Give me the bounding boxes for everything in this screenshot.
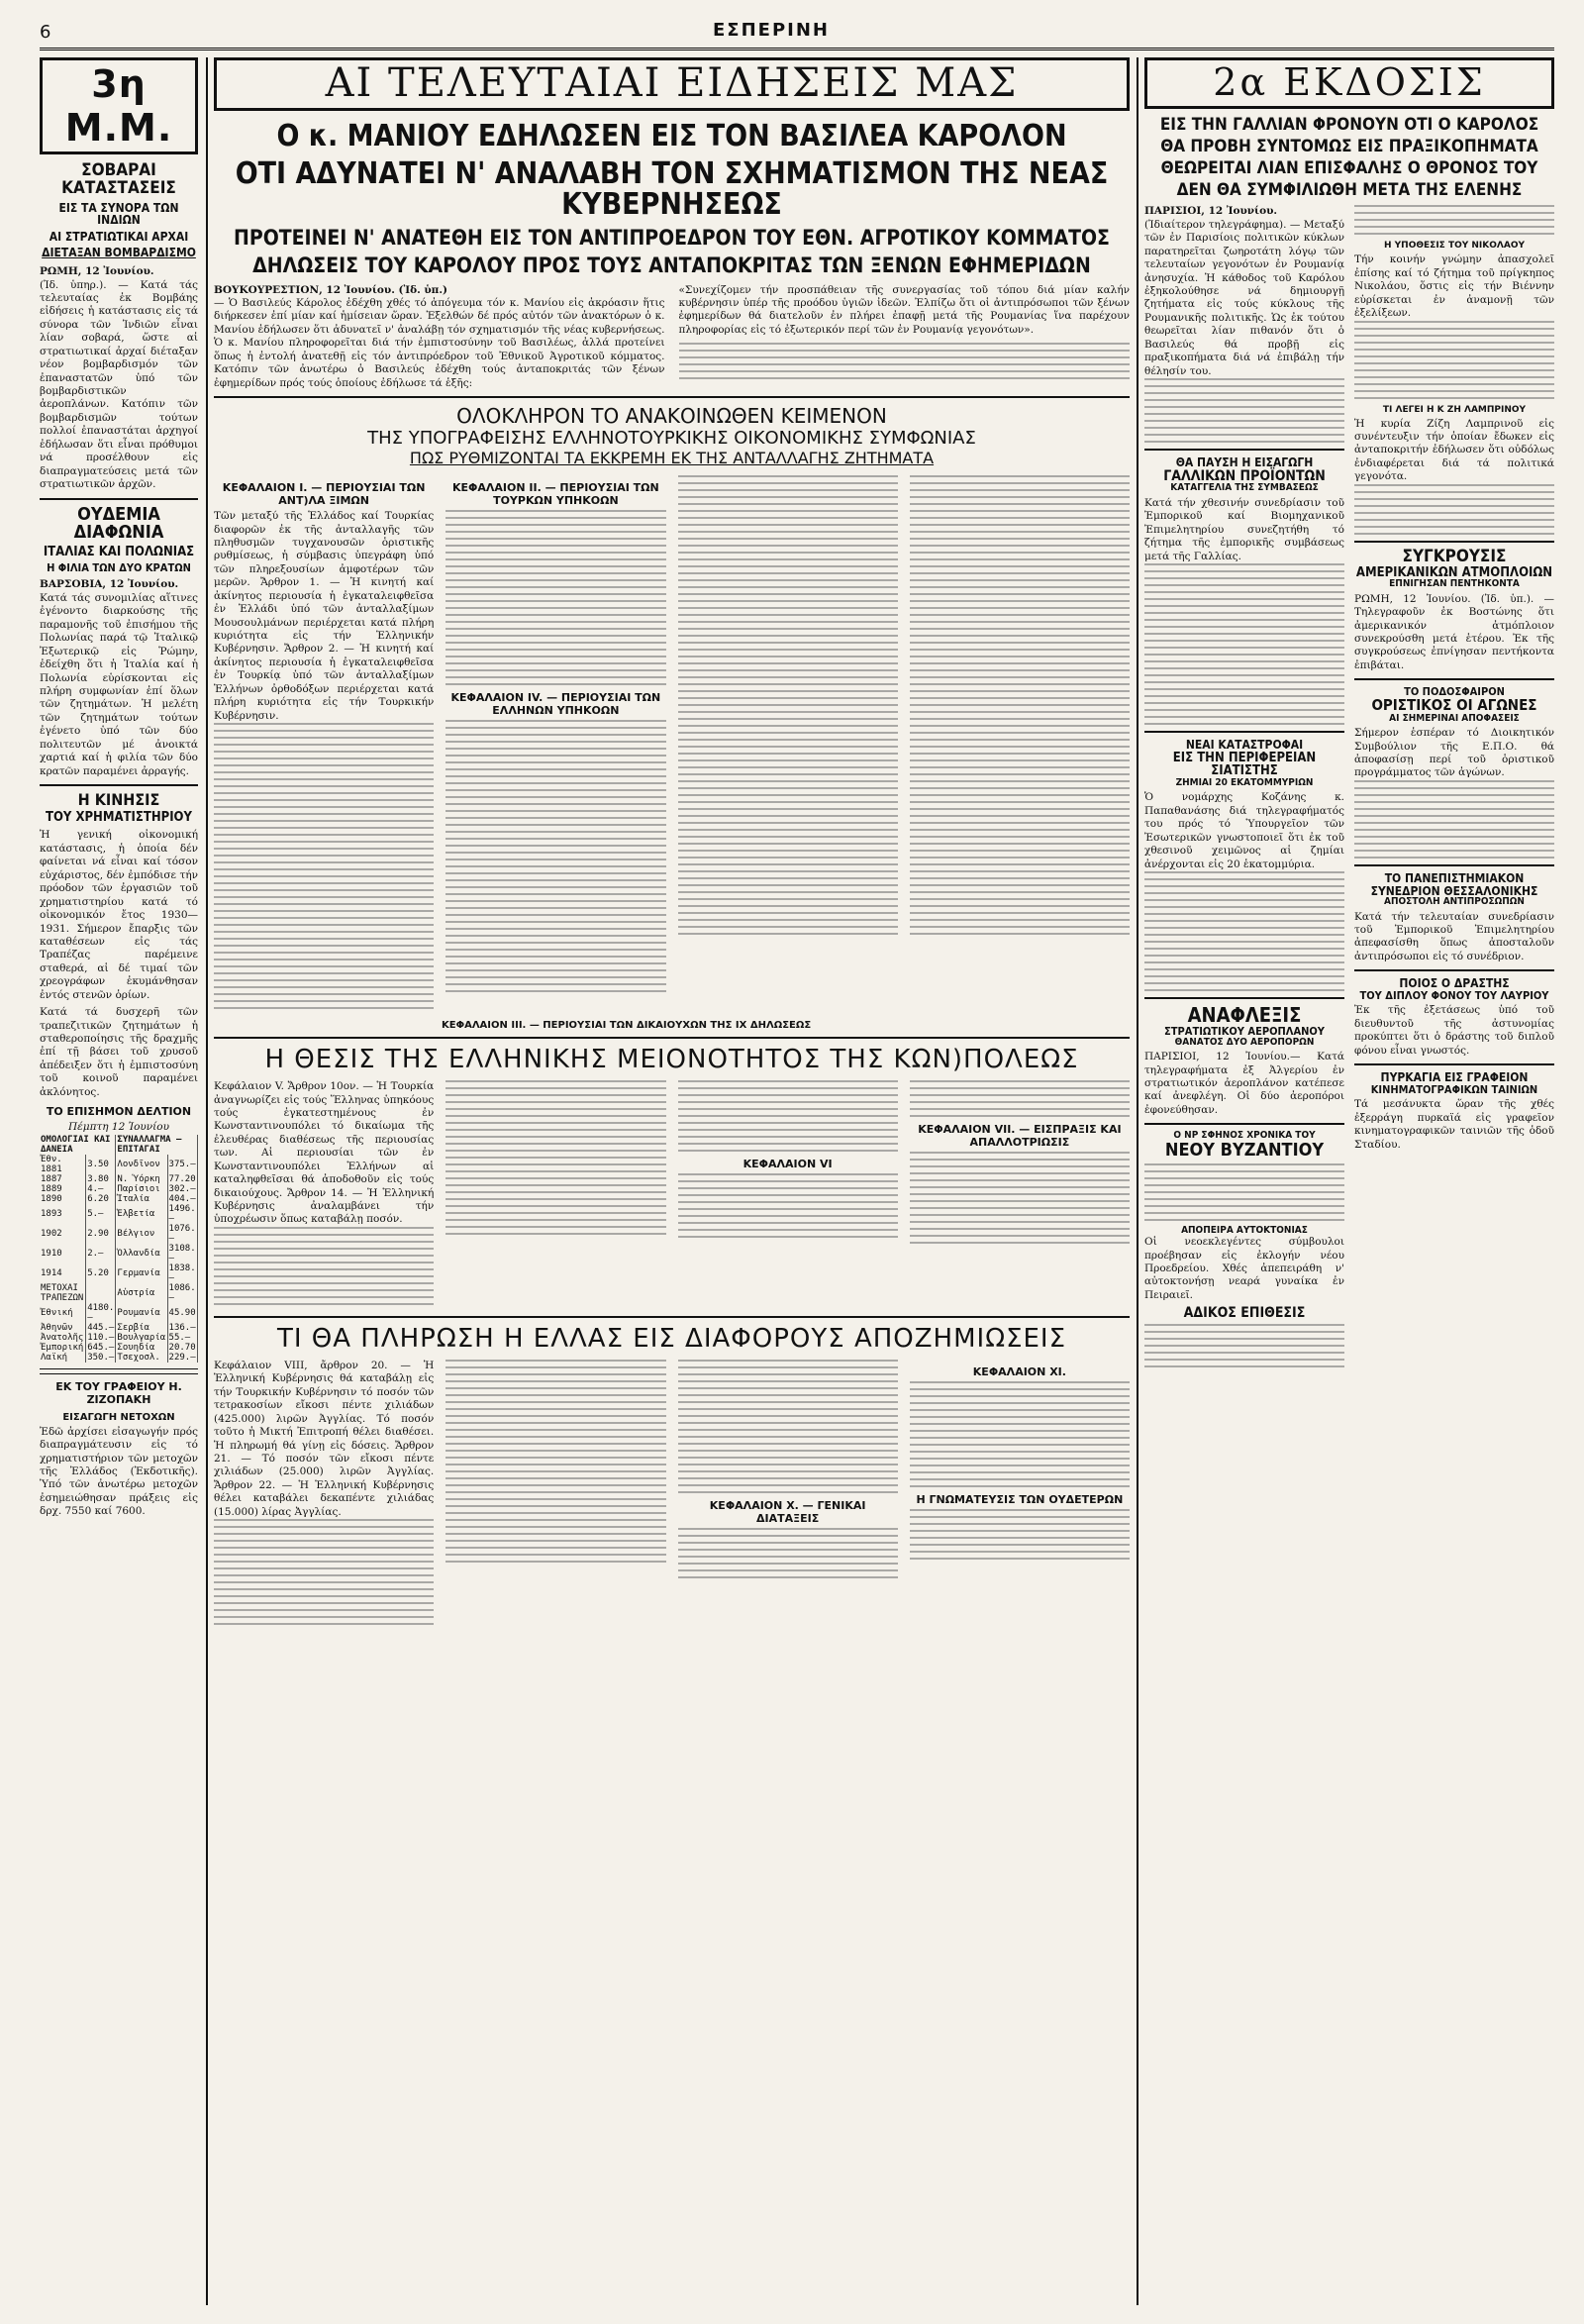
rates-cell: Ν. Ὑόρκη (116, 1174, 167, 1184)
neutrals-opinion: Η ΓΝΩΜΑΤΕΥΣΙΣ ΤΩΝ ΟΥΔΕΤΕΡΩΝ (916, 1492, 1124, 1506)
agreement-text-1: Τῶν μεταξύ τῆς Ἑλλάδος καί Τουρκίας διαφορῶν ἐκ τῆς ἀνταλλαγῆς τῶν πληθυσμῶν τυγχανουσῶν ὁριστικῆς ρυθμίσεως, ἡ σύμβασις ὑπεγράφη ὑπό τῶν πληρεξουσίων ἀμφοτέρων τῶν μερῶν. Ἄρθρον 1. — Ἡ κινητή καί ἀκίνητος περιουσία ἡ ἐγκαταλειφθεῖσα ἐν Ἑλλάδι ὑπό τῶν ἀνταλλαξίμων Μουσουλμάνων περιέρχεται κατά πλήρη κυριότητα εἰς τήν Ἑλληνικήν Κυβέρνησιν. Ἄρθρον 2. — Ἡ κινητή καί ἀκίνητος περιουσία ἡ ἐγκαταλειφθεῖσα ἐν Τουρκίᾳ ὑπό τῶν ἀνταλλαξίμων Ἑλλήνων ὀρθοδόξων περιέρχεται κατά πλήρη κυριότητα εἰς τήν Τουρκικήν Κυβέρνησιν. (214, 510, 435, 722)
divider (1144, 997, 1344, 999)
notice-subtitle: ΕΙΣΑΓΩΓΗ ΝΕΤΟΧΩΝ (62, 1411, 175, 1423)
chapter-4: ΚΕΦΑΛΑΙΟΝ IV. — ΠΕΡΙΟΥΣΙΑΙ ΤΩΝ ΕΛΛΗΝΩΝ ΥΠΗΚΟΩΝ (450, 691, 661, 718)
divider (1144, 731, 1344, 733)
minority-story (214, 1080, 1130, 1310)
left-headline-5: ΟΥΔΕΜΙΑ ΔΙΑΦΩΝΙΑ (73, 503, 164, 544)
rates-cell: 110.— (87, 1332, 115, 1343)
rates-cell: 645.— (87, 1342, 115, 1353)
rates-cell: 1496.— (168, 1203, 196, 1224)
rates-cell: 136.— (168, 1322, 196, 1333)
fire-headline-2: ΣΤΡΑΤΙΩΤΙΚΟΥ ΑΕΡΟΠΛΑΝΟΥ (1164, 1025, 1325, 1039)
rates-cell: Ἰταλία (116, 1194, 167, 1204)
nikolaos-story: Τήν κοινήν γνώμην ἀπασχολεῖ ἐπίσης καί τό ζήτημα τοῦ πρίγκηπος Νικολάου, ὅστις εἰς τήν Βιέννην εὑρίσκεται ἐν ἀναμονῇ τῶν ἐξελίξεων. (1354, 253, 1554, 320)
divider (214, 1037, 1130, 1039)
text-lines (679, 343, 1131, 379)
rates-cell: ΜΕΤΟΧΑΙ ΤΡΑΠΕΖΩΝ (40, 1283, 86, 1303)
rates-cell: 3.50 (86, 1155, 116, 1174)
text-lines (678, 1173, 898, 1238)
text-lines (910, 1381, 1130, 1487)
right-headline-3: ΘΕΩΡΕΙΤΑΙ ΛΙΑΝ ΕΠΙΣΦΑΛΗΣ Ο ΘΡΟΝΟΣ ΤΟΥ (1160, 157, 1538, 178)
rates-cell: 1086.— (168, 1282, 196, 1303)
payments-text: Κεφάλαιον VIII, ἄρθρον 20. — Ἡ Ἑλληνική Κυβέρνησις θά καταβάλῃ εἰς τήν Τουρκικήν Κυβέρνησιν τό ποσόν τῶν τετρακοσίων εἴκοσι πέντε χιλιάδων (425.000) λιρῶν Ἀγγλίας. Τό ποσόν τοῦτο ἡ Μικτή Ἐπιτροπή θέλει διαθέσει. Ἡ πληρωμή θά γίνῃ εἰς δόσεις. Ἄρθρον 21. — Τό ποσόν τῶν εἴκοσι πέντε χιλιάδων (25.000) λιρῶν Ἀγγλίας. Ἄρθρον 22. — Ἡ Ἑλληνική Κυβέρνησις θέλει καταβάλει δεκαπέντε χιλιάδας (15.000) λίρας Ἀγγλίας. (214, 1359, 435, 1518)
rates-cell: Ἐθνική (40, 1303, 86, 1323)
rates-cell: Βουλγαρία (117, 1332, 166, 1343)
rates-header-row (40, 1135, 198, 1155)
rates-cell: Ἑλβετία (116, 1204, 167, 1224)
chapter-11: ΚΕΦΑΛΑΙΟΝ XI. (972, 1364, 1066, 1378)
murder-story: Ἐκ τῆς ἐξετάσεως ὑπό τοῦ διευθυντοῦ τῆς ἀστυνομίας προκύπτει ὅτι ὁ δράστης τοῦ διπλοῦ φόνου εἶναι γνωστός. (1354, 1004, 1554, 1057)
chapter-1: ΚΕΦΑΛΑΙΟΝ Ι. — ΠΕΡΙΟΥΣΙΑΙ ΤΩΝ ΑΝΤ)ΛΑ ΞΙΜΩΝ (222, 481, 426, 508)
congress-story: Κατά τήν τελευταίαν συνεδρίασιν τοῦ Ἐμπορικοῦ Ἐπιμελητηρίου ἀπεφασίσθη ὅπως ἀποσταλοῦν ἀντιπρόσωποι εἰς τό συνέδριον. (1354, 910, 1554, 962)
collision-headline-3: ΕΠΝΙΓΗΣΑΝ ΠΕΝΤΗΚΟΝΤΑ (1389, 578, 1520, 590)
right-box-title: 2α ΕΚΔΟΣΙΣ (1144, 57, 1554, 109)
left-story-4: Κατά τά δυσχερῆ τῶν τραπεζιτικῶν ζητημάτων ἡ σταθεροποίησις τῆς δραχμῆς ἐπί τῇ βάσει τοῦ χρυσοῦ ἀπέδειξεν ὅτι ἡ ἐμπιστοσύνη τοῦ κοινοῦ παραμένει ἀκλόνητος. (40, 1006, 198, 1098)
rates-cell: 77.20 (168, 1173, 196, 1184)
left-headline-9: ΤΟΥ ΧΡΗΜΑΤΙΣΤΗΡΙΟΥ (46, 809, 192, 825)
rates-date: Πέμπτη 12 Ἰουνίου (67, 1121, 170, 1134)
rates-cell: Αὐστρία (116, 1283, 167, 1303)
fire-story: ΠΑΡΙΣΙΟΙ, 12 Ἰουνίου.— Κατά τηλεγραφήματα ἐξ Ἀλγερίου ἐν στρατιωτικόν ἀεροπλάνον κατέπεσε καί ἀνεφλέγη. Οἱ δύο ἀεροπόροι ἐφονεύθησαν. (1144, 1051, 1344, 1116)
rates-row (40, 1323, 198, 1333)
text-lines (446, 1360, 665, 1563)
rates-cell: 6.20 (86, 1194, 116, 1204)
left-headline-4: ΔΙΕΤΑΞΑΝ ΒΟΜΒΑΡΔΙΣΜΟ (42, 246, 196, 260)
rates-col2-head: ΣΥΝΑΛΛΑΓΜΑ — ΕΠΙΤΑΓΑΙ (116, 1135, 198, 1155)
text-lines (678, 475, 898, 935)
left-headline-1: ΣΟΒΑΡΑΙ ΚΑΤΑΣΤΑΣΕΙΣ (61, 160, 176, 198)
text-lines (910, 1509, 1130, 1560)
rates-cell: 5.— (86, 1204, 116, 1224)
text-lines (910, 1080, 1130, 1117)
disaster-headline-3: ΖΗΜΙΑΙ 20 ΕΚΑΤΟΜΜΥΡΙΩΝ (1175, 776, 1314, 788)
rates-cell: 375.— (167, 1155, 197, 1174)
rates-cell: 1914 (40, 1263, 86, 1283)
rates-row (40, 1155, 198, 1174)
text-lines (1354, 780, 1554, 859)
page-number: 6 (40, 22, 51, 43)
center-headline-4: ΔΗΛΩΣΕΙΣ ΤΟΥ ΚΑΡΟΛΟΥ ΠΡΟΣ ΤΟΥΣ ΑΝΤΑΠΟΚΡΙΤΑΣ ΤΩΝ ΞΕΝΩΝ ΕΦΗΜΕΡΙΔΩΝ (252, 253, 1091, 277)
text-lines (214, 1519, 434, 1625)
payments-story (214, 1360, 1130, 1630)
center-headline-3: ΠΡΟΤΕΙΝΕΙ Ν' ΑΝΑΤΕΘΗ ΕΙΣ ΤΟΝ ΑΝΤΙΠΡΟΕΔΡΟΝ ΤΟΥ ΕΘΝ. ΑΓΡΟΤΙΚΟΥ ΚΟΜΜΑΤΟΣ (234, 225, 1110, 250)
left-story-2: Κατά τάς συνομιλίας αἵτινες ἐγένοντο διαρκούσης τῆς παραμονῆς τοῦ ἐπισήμου τῆς Πολωνίας παρά τῷ Ἰταλικῷ Ἐξωτερικῷ εἰς Ῥώμην, ἐδείχθη ὅτι ἡ Ἰταλία καί ἡ Πολωνία εὑρίσκονται εἰς πλήρη συμφωνίαν ἐπί ὅλων τῶν ζητημάτων. Ἡ μελέτη τῶν ζητημάτων τούτων ἐγένετο ὑπό τῶν δύο πολιτευτῶν μέ ἀνοικτά χαρτιά καί ἡ φιλία τῶν δύο κρατῶν παραμένει ἀρραγής. (40, 591, 198, 777)
doc-headline-1: ΟΛΟΚΛΗΡΟΝ ΤΟ ΑΝΑΚΟΙΝΩΘΕΝ ΚΕΙΜΕΝΟΝ (456, 404, 887, 429)
left-headline-8: Η ΚΙΝΗΣΙΣ (77, 790, 160, 810)
rates-cell: 45.90 (167, 1303, 197, 1323)
rates-row (40, 1263, 198, 1283)
text-lines (1354, 205, 1554, 235)
text-lines (678, 1360, 898, 1493)
lambrinou-subhead: ΤΙ ΛΕΓΕΙ Η Κ ΖΗ ΛΑΜΠΡΙΝΟΥ (1382, 404, 1527, 415)
masthead (40, 18, 1554, 51)
text-lines (1144, 378, 1344, 443)
left-headline-7: Η ΦΙΛΙΑ ΤΩΝ ΔΥΟ ΚΡΑΤΩΝ (47, 560, 191, 574)
column-rule (206, 57, 208, 2305)
rates-cell: 1890 (40, 1194, 86, 1204)
rates-cell: Ἀθηνῶν (40, 1323, 86, 1333)
chapter-3: ΚΕΦΑΛΑΙΟΝ ΙΙΙ. — ΠΕΡΙΟΥΣΙΑΙ ΤΩΝ ΔΙΚΑΙΟΥΧΩΝ ΤΗΣ ΙΧ ΔΗΛΩΣΕΩΣ (442, 1020, 812, 1032)
rates-cell: Ἐμπορική (40, 1343, 86, 1353)
rates-cell: Σερβία (116, 1323, 167, 1333)
center-headline-1: Ο κ. ΜΑΝΙΟΥ ΕΔΗΛΩΣΕΝ ΕΙΣ ΤΟΝ ΒΑΣΙΛΕΑ ΚΑΡΟΛΟΝ (276, 119, 1067, 153)
disaster-headline-1: ΝΕΑΙ ΚΑΤΑΣΤΡΟΦΑΙ (1185, 738, 1304, 753)
text-lines (214, 723, 434, 1009)
murder-headline-1: ΠΟΙΟΣ Ο ΔΡΑΣΤΗΣ (1399, 976, 1510, 991)
rates-cell: Τσεχοσλ. (116, 1353, 167, 1363)
congress-headline-3: ΑΠΟΣΤΟΛΗ ΑΝΤΙΠΡΟΣΩΠΩΝ (1384, 896, 1525, 908)
rates-table (40, 1135, 198, 1363)
left-story-1: (Ἰδ. ὑπηρ.). — Κατά τάς τελευταίας ἐκ Βομβάης εἰδήσεις ἡ κατάστασις εἰς τά σύνορα τῶν Ἰνδιῶν εἶναι λίαν σοβαρά, ὥστε αἱ στρατιωτικαί ἀρχαί διέταξαν νέον βομβαρδισμόν τῶν ἐπαναστατῶν ὑπό τῶν βομβαρδιστικῶν ἀεροπλάνων. Κατόπιν τῶν βομβαρδισμῶν τούτων πολλοί ἐπαναστάται ἀρχηγοί ἐδήλωσαν ὅτι εἶναι πρόθυμοι νά προσέλθουν εἰς διαπραγματεύσεις μετά τῶν στρατιωτικῶν ἀρχῶν. (40, 278, 198, 491)
chapter-10: ΚΕΦΑΛΑΙΟΝ X. — ΓΕΝΙΚΑΙ ΔΙΑΤΑΞΕΙΣ (709, 1498, 866, 1525)
divider (1354, 678, 1554, 680)
divider (1144, 1123, 1344, 1125)
sport-headline-1: ΤΟ ΠΟΔΟΣΦΑΙΡΟΝ (1404, 685, 1505, 699)
text-lines (214, 1227, 434, 1305)
text-lines (1144, 1324, 1344, 1367)
news-headline-3: ΑΠΟΠΕΙΡΑ ΑΥΤΟΚΤΟΝΙΑΣ (1181, 1224, 1308, 1236)
rates-row (40, 1303, 198, 1323)
left-dateline: ΡΩΜΗ, 12 Ἰουνίου. (40, 265, 154, 278)
rates-cell: Λαϊκή (40, 1353, 86, 1363)
rates-cell: 302.— (168, 1183, 196, 1194)
rates-cell: 3108.— (168, 1243, 196, 1263)
left-box-title: 3η Μ.Μ. (40, 57, 198, 154)
divider (1354, 969, 1554, 971)
right-headline-2: ΘΑ ΠΡΟΒΗ ΣΥΝΤΟΜΩΣ ΕΙΣ ΠΡΑΞΙΚΟΠΗΜΑΤΑ (1160, 136, 1538, 156)
chapter-2: ΚΕΦΑΛΑΙΟΝ ΙΙ. — ΠΕΡΙΟΥΣΙΑΙ ΤΩΝ ΤΟΥΡΚΩΝ ΥΠΗΚΟΩΝ (452, 481, 659, 508)
left-headline-3: ΑΙ ΣΤΡΑΤΙΩΤΙΚΑΙ ΑΡΧΑΙ (49, 229, 189, 244)
doc-headline-3: ΠΩΣ ΡΥΘΜΙΖΟΝΤΑΙ ΤΑ ΕΚΚΡΕΜΗ ΕΚ ΤΗΣ ΑΝΤΑΛΛΑΓΗΣ ΖΗΤΗΜΑΤΑ (409, 449, 935, 468)
congress-headline-2: ΣΥΝΕΔΡΙΟΝ ΘΕΣΣΑΛΟΝΙΚΗΣ (1370, 883, 1538, 898)
rates-cell: Ρουμανία (116, 1303, 167, 1323)
right-column (1144, 57, 1554, 2305)
rates-row (40, 1194, 198, 1204)
rates-cell: 404.— (168, 1193, 196, 1204)
rates-cell: 55.— (167, 1333, 197, 1343)
text-lines (678, 1528, 898, 1578)
rates-cell: 2.90 (86, 1224, 116, 1244)
disaster-headline-2: ΕΙΣ ΤΗΝ ΠΕΡΙΦΕΡΕΙΑΝ ΣΙΑΤΙΣΤΗΣ (1172, 750, 1317, 779)
divider (1354, 864, 1554, 866)
rates-cell: 1910 (40, 1244, 86, 1263)
divider (1354, 1063, 1554, 1065)
text-lines (446, 720, 665, 992)
rates-cell: Ἐθν. 1881 (40, 1155, 86, 1174)
rates-cell: 1902 (40, 1224, 86, 1244)
agreement-text (214, 475, 1130, 1014)
divider (40, 498, 198, 500)
rates-row (40, 1353, 198, 1363)
rates-row (40, 1283, 198, 1303)
rates-row (40, 1244, 198, 1263)
divider (214, 396, 1130, 398)
chapter-6: ΚΕΦΑΛΑΙΟΝ VI (742, 1158, 833, 1171)
disaster-story: Ὁ νομάρχης Κοζάνης κ. Παπαθανάσης διά τηλεγραφήματός του πρός τό Ὑπουργεῖον τῶν Ἐσωτερικῶν γνωστοποιεῖ ὅτι ἐκ τοῦ χθεσινοῦ χειμῶνος αἱ ζημίαι ἀνέρχονται εἰς 20 ἑκατομμύρια. (1144, 791, 1344, 870)
text-lines (1354, 484, 1554, 535)
news-headline-2: ΝΕΟΥ ΒΥΖΑΝΤΙΟΥ (1164, 1139, 1325, 1161)
rates-cell: 1889 (40, 1184, 86, 1194)
rates-row (40, 1224, 198, 1244)
divider (1144, 449, 1344, 451)
center-column (214, 57, 1130, 2305)
rates-cell: 2.— (86, 1244, 116, 1263)
text-lines (1144, 563, 1344, 725)
payments-headline: ΤΙ ΘΑ ΠΛΗΡΩΣΗ Η ΕΛΛΑΣ ΕΙΣ ΔΙΑΦΟΡΟΥΣ ΑΠΟΖΗΜΙΩΣΕΙΣ (276, 1323, 1067, 1354)
murder-headline-2: ΤΟΥ ΔΙΠΛΟΥ ΦΟΝΟΥ ΤΟΥ ΛΑΥΡΙΟΥ (1359, 988, 1549, 1002)
minority-text: Κεφάλαιον V. Ἄρθρον 10ον. — Ἡ Τουρκία ἀναγνωρίζει εἰς τούς Ἕλληνας ὑπηκόους τούς ἐγκατεστημένους ἐν Κωνσταντινουπόλει τό δικαίωμα τῆς ἐλευθέρας διαθέσεως τῆς περιουσίας των. Αἱ περιουσίαι τῶν ἐν Κωνσταντινουπόλει Ἑλλήνων αἱ καταληφθεῖσαι θά ἀποδοθοῦν εἰς τούς δικαιούχους. Ἄρθρον 14. — Ἡ Ἑλληνική Κυβέρνησις ἀναλαμβάνει τήν ὑποχρέωσιν ὅπως καταβάλῃ ποσόν. (214, 1080, 435, 1226)
notice-body: Ἐδῶ ἀρχίσει εἰσαγωγήν πρός διαπραγμάτευσιν εἰς τό χρηματιστήριον τῶν μετοχῶν τῆς Ἐλλάδος (Ἐκδοτικῆς). Ὑπό τῶν ἀνωτέρω μετοχῶν ἐσημειώθησαν πράξεις εἰς δρχ. 7550 καί 7600. (40, 1425, 198, 1518)
right-headline-4: ΔΕΝ ΘΑ ΣΥΜΦΙΛΙΩΘΗ ΜΕΤΑ ΤΗΣ ΕΛΕΝΗΣ (1176, 179, 1523, 200)
column-rule (1137, 57, 1138, 2305)
rates-cell: 1893 (40, 1204, 86, 1224)
rates-cell: 445.— (87, 1322, 115, 1333)
right-headline-1: ΕΙΣ ΤΗΝ ΓΑΛΛΙΑΝ ΦΡΟΝΟΥΝ ΟΤΙ Ο ΚΑΡΟΛΟΣ (1159, 115, 1539, 135)
rates-cell: 4.— (86, 1184, 116, 1194)
notice-title: ΕΚ ΤΟΥ ΓΡΑΦΕΙΟΥ Η. ΖΙΖΟΠΑΚΗ (55, 1379, 182, 1406)
rates-cell: 1076.— (168, 1223, 196, 1244)
rates-cell: 5.20 (86, 1263, 116, 1283)
film-fire-headline-1: ΠΥΡΚΑΓΙΑ ΕΙΣ ΓΡΑΦΕΙΟΝ (1380, 1070, 1529, 1085)
pause-headline-1: ΘΑ ΠΑΥΣΗ Η ΕΙΣΑΓΩΓΗ (1175, 455, 1314, 470)
left-column (40, 57, 198, 2305)
text-lines (678, 1080, 898, 1152)
divider (1354, 541, 1554, 543)
rates-cell: Γερμανία (116, 1263, 167, 1283)
sport-headline-3: ΑΙ ΣΗΜΕΡΙΝΑΙ ΑΠΟΦΑΣΕΙΣ (1389, 712, 1520, 724)
right-top-story (1144, 205, 1554, 1372)
divider (40, 784, 198, 786)
left-headline-6: ΙΤΑΛΙΑΣ ΚΑΙ ΠΟΛΩΝΙΑΣ (43, 545, 195, 560)
king-story-text-1: — Ὁ Βασιλεύς Κάρολος ἐδέχθη χθές τό ἀπόγευμα τόν κ. Μανίου εἰς ἀκρόασιν ἥτις διήρκεσεν ἐπί μίαν καί ἡμίσειαν ὥραν. Ἐξελθών δέ πρός αὐτόν τῶν ἀνακτόρων ὁ κ. Μανίου ἐδήλωσεν ὅτι ἀδυνατεῖ ν' ἀναλάβῃ τόν σχηματισμόν τῆς νέας κυβερνήσεως. Ὁ κ. Μανίου πληροφορεῖται διά τήν ἐμπιστοσύνην τοῦ Βασιλέως, ἀλλά προτείνει ὅπως ἡ ἐντολή ἀνατεθῇ εἰς τόν ἀντιπρόεδρον τοῦ Ἐθνικοῦ Ἀγροτικοῦ κόμματος. Κατόπιν τῶν ἀνωτέρω ὁ Βασιλεύς ἐδέχθη τούς ἀνταποκριτάς τῶν ξένων ἐφημερίδων πρός τούς ὁποίους ἐδήλωσε τά ἑξῆς: (214, 297, 665, 389)
center-dateline: ΒΟΥΚΟΥΡΕΣΤΙΟΝ, 12 Ἰουνίου. (Ἰδ. ὑπ.) (214, 283, 447, 296)
rates-cell: Παρίσιοι (116, 1184, 167, 1194)
pause-headline-2: ΓΑΛΛΙΚΩΝ ΠΡΟΪΟΝΤΩΝ (1163, 467, 1326, 484)
news-headline-4: ΑΔΙΚΟΣ ΕΠΙΘΕΣΙΣ (1183, 1305, 1306, 1322)
collision-headline-2: ΑΜΕΡΙΚΑΝΙΚΩΝ ΑΤΜΟΠΛΟΙΩΝ (1355, 564, 1553, 580)
king-story (214, 284, 1130, 391)
text-lines (446, 510, 665, 685)
rates-cell: 1887 (40, 1174, 86, 1184)
sport-headline-2: ΟΡΙΣΤΙΚΟΣ ΟΙ ΑΓΩΝΕΣ (1371, 695, 1537, 714)
nikolaos-subhead: Η ΥΠΟΘΕΣΙΣ ΤΟΥ ΝΙΚΟΛΑΟΥ (1384, 241, 1525, 252)
rates-row (40, 1174, 198, 1184)
rates-row (40, 1343, 198, 1353)
rates-cell: Ὁλλανδία (116, 1244, 167, 1263)
lambrinou-story: Ἡ κυρία Ζίζη Λαμπρινοῦ εἰς συνέντευξιν τήν ὁποίαν ἔδωκεν εἰς ἀνταποκριτήν ἐδήλωσεν ὅτι οὐδόλως ἐνδιαφέρεται διά τά πολιτικά γεγονότα. (1354, 417, 1554, 483)
rates-cell (86, 1283, 116, 1303)
text-lines (910, 1152, 1130, 1244)
rates-cell: 20.70 (168, 1342, 196, 1353)
left-headline-2: ΕΙΣ ΤΑ ΣΥΝΟΡΑ ΤΩΝ ΙΝΔΙΩΝ (58, 200, 179, 228)
rates-title: ΤΟ ΕΠΙΣΗΜΟΝ ΔΕΛΤΙΟΝ (46, 1105, 192, 1119)
rates-cell: 3.80 (86, 1174, 116, 1184)
film-fire-headline-2: ΚΙΝΗΜΑΤΟΓΡΑΦΙΚΩΝ ΤΑΙΝΙΩΝ (1370, 1082, 1538, 1096)
news-headline-1: Ο ΝΡ ΣΦΗΝΟΣ ΧΡΟΝΙΚΑ ΤΟΥ (1173, 1130, 1316, 1142)
rates-row (40, 1204, 198, 1224)
collision-story: ΡΩΜΗ, 12 Ἰουνίου. (Ἰδ. ὑπ.). — Τηλεγραφοῦν ἐκ Βοστώνης ὅτι ἀμερικανικόν ἀτμόπλοιον συνεκρούσθη μετά ἑτέρου. Ἐκ τῆς συγκρούσεως ἐπνίγησαν πεντήκοντα ἐπιβάται. (1354, 592, 1554, 671)
center-headline-2: ΟΤΙ ΑΔΥΝΑΤΕΙ Ν' ΑΝΑΛΑΒΗ ΤΟΝ ΣΧΗΜΑΤΙΣΜΟΝ ΤΗΣ ΝΕΑΣ ΚΥΒΕΡΝΗΣΕΩΣ (235, 155, 1109, 222)
left-story-3: Ἡ γενική οἰκονομική κατάστασις, ἡ ὁποία δέν φαίνεται νά εἶναι καί τόσον εὐχάριστος, δέν ἐμπόδισε τήν πρόοδον τῶν ἐργασιῶν τοῦ χρηματιστηρίου κατά τό οἰκονομικόν ἔτος 1930—1931. Σήμερον ἔπαρξις τῶν καταθέσεων εἰς τάς Τραπέζας παρέμεινε σταθερά, αἱ δέ τιμαί τῶν χρεογράφων ἐκυμάνθησαν ἐντός στενῶν ὁρίων. (40, 829, 198, 1001)
right-story-1: (Ἰδιαίτερον τηλεγράφημα). — Μεταξύ τῶν ἐν Παρισίοις πολιτικῶν κύκλων παρατηρεῖται ζωηροτάτη λόγῳ τῶν τελευταίων γεγονότων ἐν Ρουμανίᾳ ἀνησυχία. Ἡ κάθοδος τοῦ Καρόλου ἐξηκολούθησε νά δημιουργῇ ζητήματα εἰς τούς κύκλους τῆς Ρουμανικῆς πολιτικῆς. Ὡς ἐκ τούτου θεωρεῖται λίαν πιθανόν ὅτι ὁ Βασιλεύς θά προβῇ εἰς πραξικοπήματα διά νά ἐπιβάλῃ τήν θέλησίν του. (1144, 218, 1344, 377)
rates-cell: 4180.— (87, 1302, 115, 1323)
rates-cell: Σουηδία (116, 1343, 167, 1353)
left-dateline-2: ΒΑΡΣΟΒΙΑ, 12 Ἰουνίου. (40, 578, 179, 591)
rates-row (40, 1184, 198, 1194)
rates-cell: 229.— (168, 1352, 196, 1363)
paper-name: ΕΣΠΕΡΙΝΗ (713, 20, 830, 41)
sport-story: Σήμερον ἑσπέραν τό Διοικητικόν Συμβούλιον τῆς Ε.Π.Ο. θά ἀποφασίσῃ περί τοῦ ὁριστικοῦ προγράμματος τῶν ἀγώνων. (1354, 727, 1554, 779)
divider (214, 1316, 1130, 1318)
rates-cell: Λονδῖνον (116, 1155, 167, 1174)
text-lines (1354, 321, 1554, 399)
minority-headline: Η ΘΕΣΙΣ ΤΗΣ ΕΛΛΗΝΙΚΗΣ ΜΕΙΟΝΟΤΗΤΟΣ ΤΗΣ ΚΩΝ)ΠΟΛΕΩΣ (264, 1045, 1079, 1075)
film-fire-story: Τά μεσάνυκτα ὥραν τῆς χθές ἐξερράγη πυρκαϊά εἰς γραφεῖον κινηματογραφικῶν ταινιῶν τῆς ὁδοῦ Σταδίου. (1354, 1098, 1554, 1151)
doc-headline-2: ΤΗΣ ΥΠΟΓΡΑΦΕΙΣΗΣ ΕΛΛΗΝΟΤΟΥΡΚΙΚΗΣ ΟΙΚΟΝΟΜΙΚΗΣ ΣΥΜΦΩΝΙΑΣ (367, 428, 976, 450)
right-dateline: ΠΑΡΙΣΙΟΙ, 12 Ἰουνίου. (1144, 205, 1278, 218)
fire-headline-3: ΘΑΝΑΤΟΣ ΔΥΟ ΑΕΡΟΠΟΡΩΝ (1174, 1036, 1315, 1048)
text-lines (910, 475, 1130, 935)
rates-cell: 350.— (87, 1352, 115, 1363)
divider (40, 1368, 198, 1374)
rates-cell: Βέλγιον (116, 1224, 167, 1244)
rates-cell: 1838.— (168, 1263, 196, 1283)
pause-story: Κατά τήν χθεσινήν συνεδρίασιν τοῦ Ἐμπορικοῦ καί Βιομηχανικοῦ Ἐπιμελητηρίου συνεζητήθη τό ζήτημα τῆς ἐμπορικῆς συμβάσεως μετά τῆς Γαλλίας. (1144, 496, 1344, 562)
center-banner: ΑΙ ΤΕΛΕΥΤΑΙΑΙ ΕΙΔΗΣΕΙΣ ΜΑΣ (214, 57, 1130, 111)
text-lines (1144, 1163, 1344, 1221)
chapter-7: ΚΕΦΑΛΑΙΟΝ VII. — ΕΙΣΠΡΑΞΙΣ ΚΑΙ ΑΠΑΛΛΟΤΡΙΩΣΙΣ (918, 1123, 1122, 1150)
pause-headline-3: ΚΑΤΑΓΓΕΛΙΑ ΤΗΣ ΣΥΜΒΑΣΕΩΣ (1170, 482, 1319, 494)
king-story-text-2: «Συνεχίζομεν τήν προσπάθειαν τῆς συνεργασίας τοῦ τόπου διά μίαν καλήν κυβέρνησιν ὑπέρ τῆς προόδου ὑγιῶν ἰδεῶν. Ἐλπίζω ὅτι οἱ ἀντιπρόσωποι τῶν ξένων ἐφημερίδων θά διατελοῦν ἐν πλήρει ἐπαφῇ μετά τῆς Ρουμανίας ἵνα παρέχουν πληροφορίας εἰς τό ἐξωτερικόν περί τῶν ἐν Ρουμανίᾳ γεγονότων». (678, 283, 1130, 336)
collision-headline-1: ΣΥΓΚΡΟΥΣΙΣ (1402, 546, 1507, 566)
rates-col1-head: ΟΜΟΛΟΓΙΑΙ ΚΑΙ ΔΑΝΕΙΑ (40, 1135, 116, 1155)
text-lines (446, 1080, 665, 1235)
rates-row (40, 1333, 198, 1343)
news-story: Οἱ νεοεκλεγέντες σύμβουλοι προέβησαν εἰς ἐκλογήν νέου Προεδρείου. Χθές ἀπεπειράθη ν' αὐτοκτονήσῃ νεαρά γυναίκα ἐν Πειραιεῖ. (1144, 1236, 1344, 1301)
newspaper-page (40, 18, 1554, 2305)
fire-headline-1: ΑΝΑΦΛΕΞΙΣ (1187, 1003, 1302, 1028)
rates-cell: Ἀνατολῆς (40, 1333, 86, 1343)
text-lines (1144, 871, 1344, 991)
congress-headline-1: ΤΟ ΠΑΝΕΠΙΣΤΗΜΙΑΚΟΝ (1384, 870, 1525, 885)
